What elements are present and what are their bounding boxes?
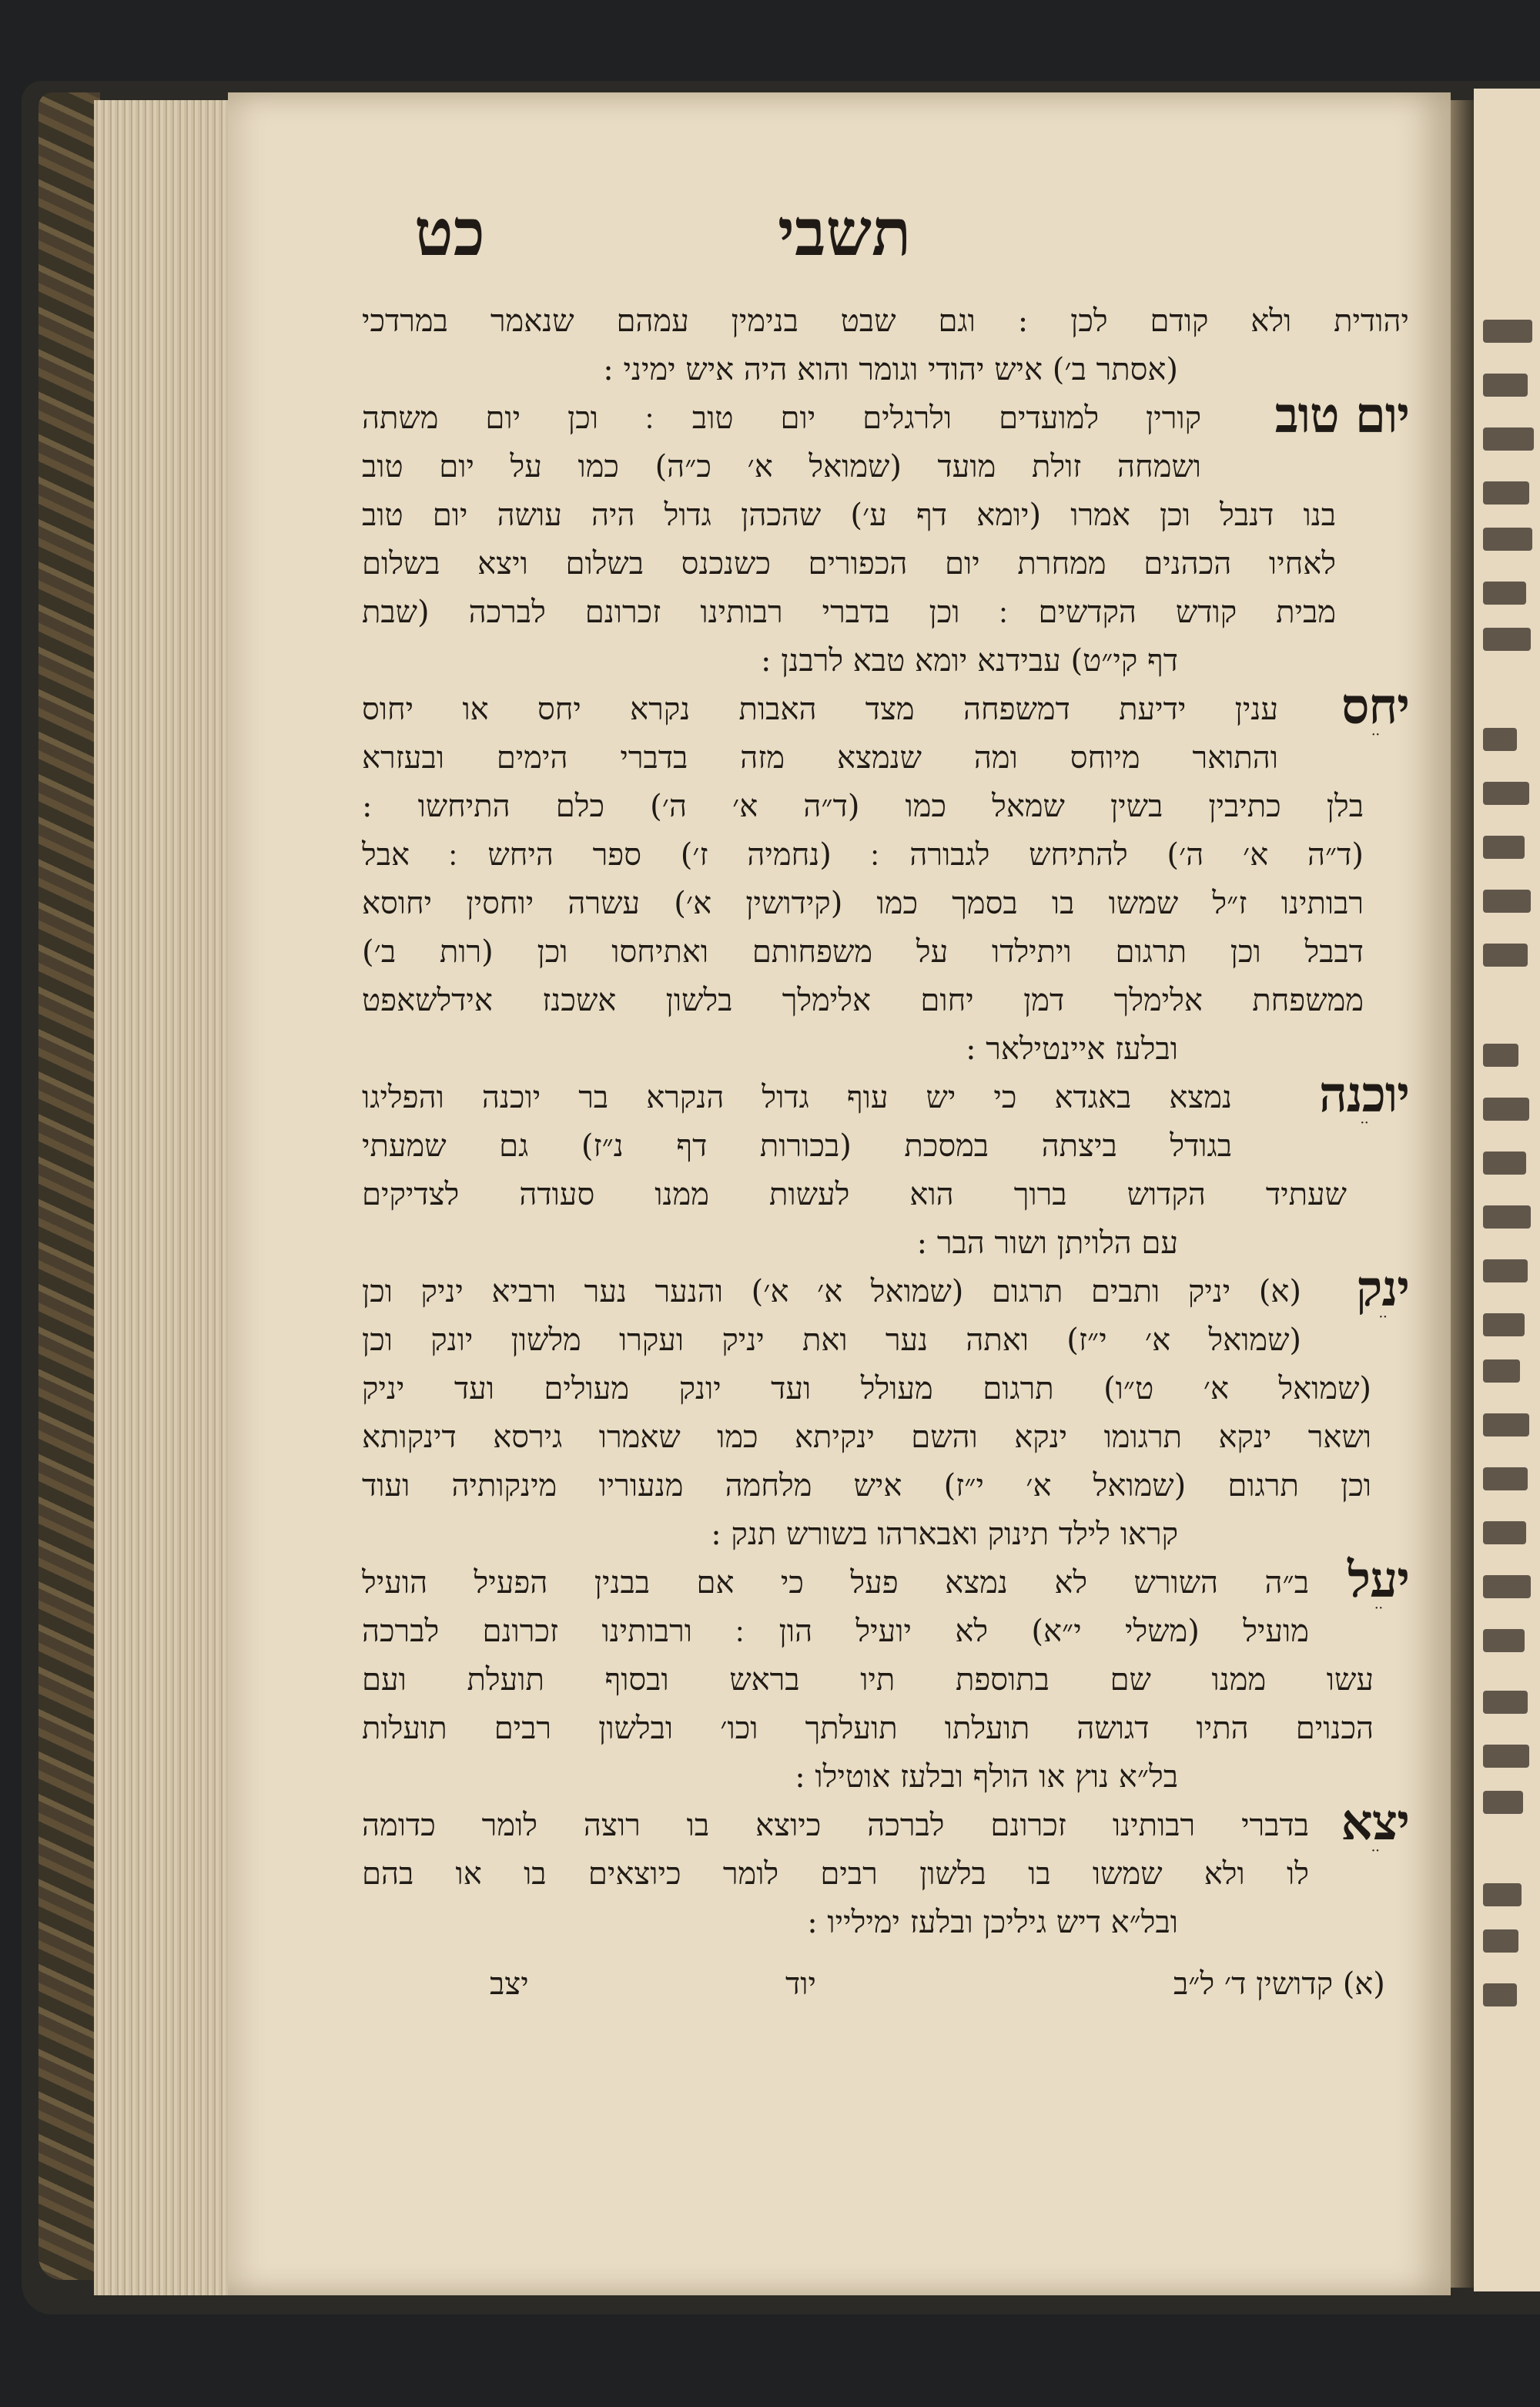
text-line: יהודית ולא קודם לכן : וגם שבט בנימין עמהם שנאמר במרדכי: [362, 303, 1409, 339]
entry-headword: [1341, 678, 1409, 756]
headword-vowel-marks: ׄ ׄ: [1376, 1606, 1381, 1630]
text-line: ב״ה השורש לא נמצא פעל כי אם בבנין הפעיל הועיל: [362, 1565, 1309, 1601]
text-line: רבותינו ז״ל שמשו בו בסמך כמו (קידושין א׳) עשרה יוחסין יחוסא: [362, 886, 1364, 921]
text-line: שעתיד הקדוש ברוך הוא לעשות ממנו סעודה לצדיקים: [362, 1177, 1347, 1212]
entry-headword-text: יצא: [1341, 1794, 1409, 1852]
entry-headword: [1341, 1794, 1409, 1872]
text-line: נמצא באגדא כי יש עוף גדול הנקרא בר יוכנה והפליגו: [362, 1080, 1232, 1115]
text-line: דבבל וכן תרגום ויתילדו על משפחותם ואתיחסו וכן (רות ב׳): [362, 934, 1364, 970]
entry-headword: [1274, 387, 1409, 444]
text-line: מבית קודש הקדשים ׃ וכן בדברי רבותינו זכרונם לברכה (שבת: [362, 595, 1336, 630]
text-line: לו ולא שמשו בו בלשון רבים לומר כיוצאים בו או בהם: [362, 1856, 1309, 1892]
entry-headword: [1318, 1066, 1409, 1145]
dictionary-entries: [362, 297, 1409, 1947]
text-line: ושמחה זולת מועד (שמואל א׳ כ״ה) כמו על יום טוב: [362, 449, 1201, 484]
headword-vowel-marks: ׄ ׄ: [1362, 1121, 1366, 1145]
text-line: לאחיו הכהנים ממחרת יום הכפורים כשנכנס בשלום ויצא בשלום: [362, 546, 1336, 582]
entry-headword-text: יעל: [1348, 1551, 1409, 1609]
text-line: וכן תרגום (שמואל א׳ י״ז) איש מלחמה מנעוריו מינקותיה ועוד: [362, 1468, 1371, 1504]
dictionary-entry: [362, 1551, 1409, 1802]
text-line: ענין ידיעת דמשפחה מצד האבות נקרא יחס או יחוס: [362, 692, 1278, 727]
marbled-edge: [38, 92, 100, 2280]
dictionary-entry: [362, 1260, 1409, 1559]
text-line: (שמואל א׳ י״ז) ואתה נער ואת יניק ועקרו מלשון יונק וכן: [362, 1323, 1301, 1358]
book-gutter: [1451, 100, 1474, 2288]
text-line: והתואר מיוחס ומה שנמצא מזה בדברי הימים ובעזרא: [362, 740, 1278, 776]
text-line: עם הלויתן ושור הבר :: [916, 1225, 1178, 1261]
page-edges: [94, 100, 231, 2295]
entry-headword-text: יוכנה: [1318, 1066, 1409, 1124]
text-line: (אסתר ב׳) איש יהודי וגומר והוא היה איש ימיני :: [603, 352, 1178, 387]
text-line: בגודל ביצתה במסכת (בכורות דף נ״ז) גם שמעתי: [362, 1128, 1232, 1164]
entry-headword: [1348, 1551, 1409, 1630]
text-line: (שמואל א׳ ט״ו) תרגום מעולל ועד יונק מעולים ועד יניק: [362, 1371, 1371, 1406]
running-head-page-number: כט: [414, 194, 485, 270]
signature-mark: יוד: [785, 1966, 816, 2002]
text-line: ובל״א דיש גיליכן ובלעז ימילייו :: [807, 1905, 1178, 1940]
entry-headword-text: יום טוב: [1274, 387, 1409, 444]
footnote: (א) קדושין ד׳ ל״ב: [1173, 1966, 1385, 2002]
text-line: הכנוים התיו דגושה תועלתו תועלתך וכו׳ ובלשון רבים תועלות: [362, 1711, 1374, 1746]
text-line: ושאר ינקא תרגומו ינקא והשם ינקיתא כמו שאמרו גירסא דינקותא: [362, 1420, 1371, 1455]
dictionary-entry: [362, 1066, 1409, 1268]
text-line: ממשפחת אלימלך דמן יחום אלימלך בלשון אשכנז אידלשאפט: [362, 983, 1364, 1018]
text-line: בל״א נוץ או הולף ובלעז אוטילו :: [795, 1759, 1178, 1795]
text-line: מועיל (משלי י״א) לא יועיל הון ׃ ורבותינו זכרונם לברכה: [362, 1614, 1309, 1649]
entry-headword-text: ינק: [1356, 1260, 1409, 1318]
text-line: (א) יניק ותבים תרגום (שמואל א׳ א׳) והנער נער ורביא יניק וכן: [362, 1274, 1301, 1309]
text-line: קראו לילד תינוק ואבארהו בשורש תנק :: [711, 1517, 1178, 1552]
dictionary-entry: [362, 387, 1409, 686]
dictionary-entry: [362, 1794, 1409, 1947]
text-line: עשו ממנו שם בתוספת תיו בראש ובסוף תועלת ועם: [362, 1662, 1374, 1698]
running-head-title: תשבי: [778, 194, 912, 270]
text-line: קורין למועדים ולרגלים יום טוב ׃ וכן יום משתה: [362, 401, 1201, 436]
text-line: בדברי רבותינו זכרונם לברכה כיוצא בו רוצה לומר כדומה: [362, 1808, 1309, 1843]
catchword: יצב: [490, 1966, 529, 2002]
text-line: בלן כתיבין בשין שמאל כמו (ד״ה א׳ ה׳) כלם התיחשו :: [362, 789, 1364, 824]
headword-vowel-marks: ׄ ׄ: [1373, 1849, 1378, 1872]
headword-vowel-marks: ׄ ׄ: [1381, 1315, 1384, 1339]
facing-page-edge: [1474, 89, 1540, 2291]
text-line: (ד״ה א׳ ה׳) להתיחש לגבורה ׃ (נחמיה ז׳) ספר היחש ׃ אבל: [362, 837, 1364, 873]
dictionary-entry: [362, 678, 1409, 1074]
text-line: בנו דנבל וכן אמרו (יומא דף ע׳) שהכהן גדול היה עושה יום טוב: [362, 498, 1336, 533]
headword-vowel-marks: ׄ ׄ: [1373, 732, 1378, 756]
entry-headword: [1356, 1260, 1409, 1339]
text-line: ובלעז איינטילאר :: [966, 1031, 1178, 1067]
entry-headword-text: יחס: [1341, 678, 1409, 736]
text-line: דף קי״ט) עבידנא יומא טבא לרבנן :: [761, 643, 1178, 679]
dictionary-entry: [362, 297, 1409, 394]
